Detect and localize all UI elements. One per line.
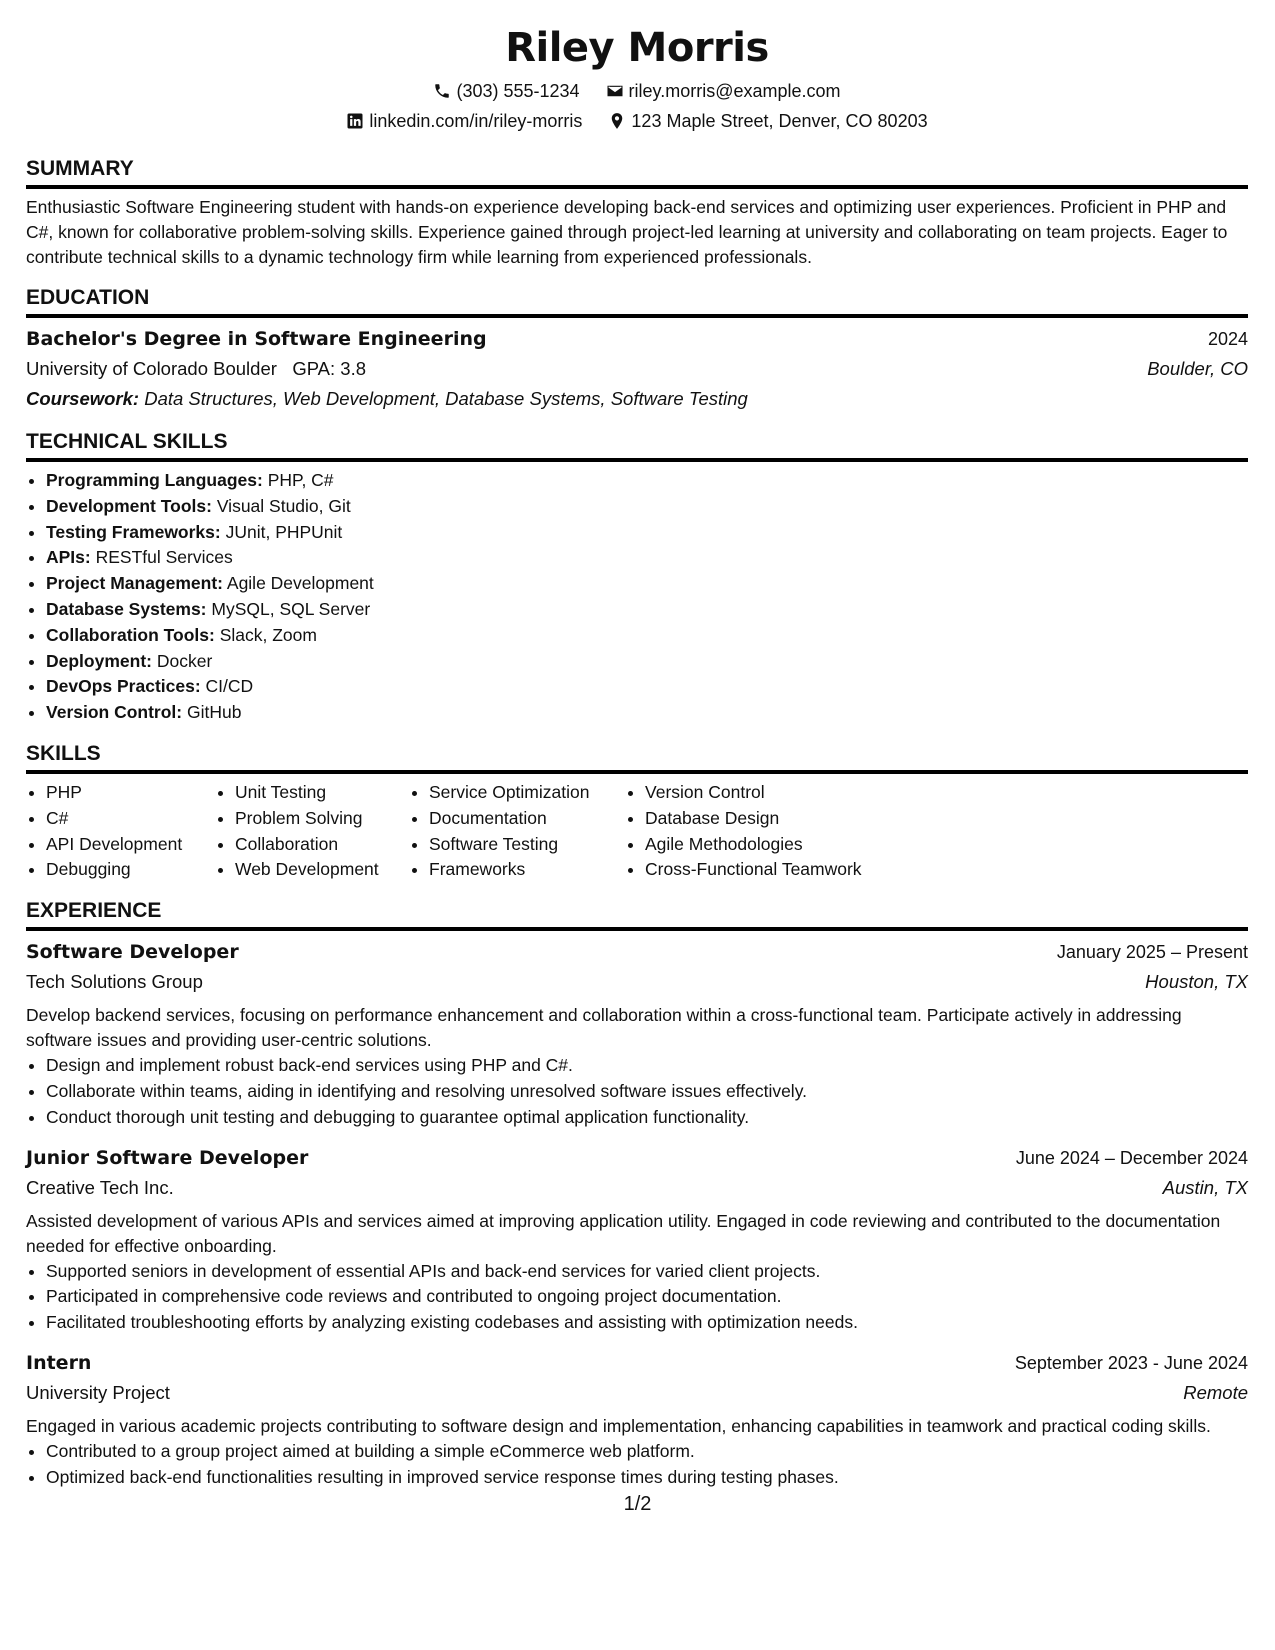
linkedin-contact[interactable] xyxy=(346,106,582,136)
list-item xyxy=(46,545,1248,571)
section-heading: SKILLS xyxy=(26,726,1248,774)
email-address[interactable]: riley.morris@example.com xyxy=(628,81,841,101)
technical-skills-section xyxy=(26,414,1248,726)
skill-category: Collaboration Tools: xyxy=(46,624,215,645)
school-name: University of Colorado Boulder xyxy=(26,358,277,379)
resume-page xyxy=(26,20,1248,1491)
section-heading: SUMMARY xyxy=(26,155,1248,189)
job-title: Junior Software Developer xyxy=(26,1146,309,1169)
summary-section xyxy=(26,155,1248,270)
job-bullets xyxy=(26,1259,1248,1336)
list-item: • Web Development xyxy=(235,857,409,883)
company-name: Creative Tech Inc. xyxy=(26,1176,174,1198)
skill-values: GitHub xyxy=(187,702,242,723)
skill-category: Database Systems: xyxy=(46,598,207,619)
section-heading: TECHNICAL SKILLS xyxy=(26,414,1248,462)
envelope-icon xyxy=(606,82,624,100)
contact-row-1 xyxy=(26,76,1248,106)
list-item: • Collaborate within teams, aiding in identifying and resolving unresolved software issues effectively. xyxy=(46,1079,1248,1105)
list-item: • Software Testing xyxy=(429,832,625,858)
list-item xyxy=(46,494,1248,520)
job-dates: January 2025 – Present xyxy=(1056,942,1248,963)
job-location: Austin, TX xyxy=(1162,1176,1248,1198)
job-summary: Assisted development of various APIs and services aimed at improving application utility. Engaged in code reviewing and contributed to the documentation needed for effective onboarding. xyxy=(26,1210,1221,1256)
list-item: • API Development xyxy=(46,832,215,858)
school-location: Boulder, CO xyxy=(1147,358,1248,379)
list-item: • Conduct thorough unit testing and debugging to guarantee optimal application functionality. xyxy=(46,1105,1248,1131)
company-name: University Project xyxy=(26,1381,170,1403)
skill-category: Version Control: xyxy=(46,702,183,723)
email-contact[interactable] xyxy=(606,76,841,106)
page-number: 1/2 xyxy=(623,1493,652,1515)
skill-category: Deployment: xyxy=(46,650,152,671)
skill-values: Visual Studio, Git xyxy=(216,495,351,516)
skill-values: Slack, Zoom xyxy=(219,624,317,645)
technical-skills-list xyxy=(26,468,1248,726)
skill-values: PHP, C# xyxy=(267,470,334,490)
list-item: • Problem Solving xyxy=(235,806,409,832)
experience-section xyxy=(26,883,1248,1490)
skills-column-3 xyxy=(409,780,625,883)
list-item: • Contributed to a group project aimed at building a simple eCommerce web platform. xyxy=(46,1439,1248,1465)
summary-text: Enthusiastic Software Engineering student with hands-on experience developing back-end services and optimizing user experiences. Proficient in PHP and C#, known for collaborative problem-solving skills. Experience gained through project-led learning at university and collaborating on team projects. Eager to contribute technical skills to a dynamic technology firm while learning from experienced professionals. xyxy=(26,197,1228,267)
phone-number: (303) 555-1234 xyxy=(456,81,580,101)
section-heading: EXPERIENCE xyxy=(26,883,1248,931)
list-item: • Design and implement robust back-end services using PHP and C#. xyxy=(46,1053,1248,1079)
skills-grid xyxy=(26,780,1248,883)
job-entry xyxy=(26,1143,1248,1336)
skills-column-1 xyxy=(26,780,215,883)
phone-icon xyxy=(433,82,451,100)
education-entry xyxy=(26,324,1248,414)
job-title: Software Developer xyxy=(26,941,239,964)
job-entry xyxy=(26,1348,1248,1491)
list-item xyxy=(46,623,1248,649)
skills-column-2 xyxy=(215,780,409,883)
contact-row-2 xyxy=(26,106,1248,136)
list-item: • Facilitated troubleshooting efforts by analyzing existing codebases and assisting with optimization needs. xyxy=(46,1310,1248,1336)
list-item: • PHP xyxy=(46,780,215,806)
candidate-name: Riley Morris xyxy=(505,25,769,71)
list-item: • Supported seniors in development of essential APIs and back-end services for varied client projects. xyxy=(46,1259,1248,1285)
job-location: Houston, TX xyxy=(1145,971,1248,993)
list-item xyxy=(46,468,1248,494)
list-item: • Debugging xyxy=(46,857,215,883)
job-bullets xyxy=(26,1053,1248,1130)
skill-category: Development Tools: xyxy=(46,495,212,516)
school-and-gpa xyxy=(26,354,366,384)
skill-values: MySQL, SQL Server xyxy=(211,598,371,619)
section-heading: EDUCATION xyxy=(26,270,1248,318)
skill-values: Docker xyxy=(156,650,213,671)
list-item: • Version Control xyxy=(645,780,925,806)
list-item: • Collaboration xyxy=(235,832,409,858)
list-item: • Cross-Functional Teamwork xyxy=(645,857,925,883)
skill-values: JUnit, PHPUnit xyxy=(225,521,343,542)
job-bullets xyxy=(26,1439,1248,1491)
job-entry xyxy=(26,937,1248,1130)
education-section xyxy=(26,270,1248,414)
list-item xyxy=(46,700,1248,726)
linkedin-icon xyxy=(346,112,364,130)
skill-values: Agile Development xyxy=(226,573,374,594)
list-item: • Agile Methodologies xyxy=(645,832,925,858)
list-item xyxy=(46,571,1248,597)
degree-name: Bachelor's Degree in Software Engineering xyxy=(26,328,487,350)
company-name: Tech Solutions Group xyxy=(26,971,203,993)
list-item xyxy=(46,520,1248,546)
skills-section xyxy=(26,726,1248,883)
skill-category: Testing Frameworks: xyxy=(46,521,221,542)
coursework-list: Data Structures, Web Development, Database Systems, Software Testing xyxy=(144,388,748,409)
job-summary: Develop backend services, focusing on performance enhancement and collaboration within a cross-functional team. Participate actively in addressing software issues and providing user-centric solutions. xyxy=(26,1005,1182,1051)
list-item: • C# xyxy=(46,806,215,832)
list-item xyxy=(46,597,1248,623)
list-item: • Documentation xyxy=(429,806,625,832)
list-item: • Participated in comprehensive code reviews and contributed to ongoing project documentation. xyxy=(46,1284,1248,1310)
skill-values: CI/CD xyxy=(205,676,254,697)
job-title: Intern xyxy=(26,1351,92,1374)
skill-values: RESTful Services xyxy=(95,547,233,568)
list-item: • Optimized back-end functionalities resulting in improved service response times during testing phases. xyxy=(46,1465,1248,1491)
skills-column-4 xyxy=(625,780,925,883)
job-dates: June 2024 – December 2024 xyxy=(1015,1147,1248,1168)
map-pin-icon xyxy=(608,112,626,130)
job-location: Remote xyxy=(1183,1381,1248,1403)
skill-category: Project Management: xyxy=(46,573,223,594)
coursework xyxy=(26,384,1248,414)
job-dates: September 2023 - June 2024 xyxy=(1014,1352,1248,1373)
address-contact xyxy=(608,106,927,136)
street-address: 123 Maple Street, Denver, CO 80203 xyxy=(631,111,928,131)
list-item xyxy=(46,649,1248,675)
coursework-label: Coursework: xyxy=(26,388,140,409)
list-item: • Unit Testing xyxy=(235,780,409,806)
list-item: • Service Optimization xyxy=(429,780,625,806)
job-summary: Engaged in various academic projects contributing to software design and implementation, enhancing capabilities in teamwork and practical coding skills. xyxy=(26,1415,1211,1436)
list-item: • Frameworks xyxy=(429,857,625,883)
skill-category: Programming Languages: xyxy=(46,470,263,490)
linkedin-url[interactable]: linkedin.com/in/riley-morris xyxy=(369,111,583,131)
graduation-year: 2024 xyxy=(1207,329,1248,349)
list-item: • Database Design xyxy=(645,806,925,832)
list-item xyxy=(46,674,1248,700)
phone-contact xyxy=(433,76,579,106)
skill-category: DevOps Practices: xyxy=(46,676,201,697)
skill-category: APIs: xyxy=(46,547,91,568)
gpa: GPA: 3.8 xyxy=(292,358,367,379)
